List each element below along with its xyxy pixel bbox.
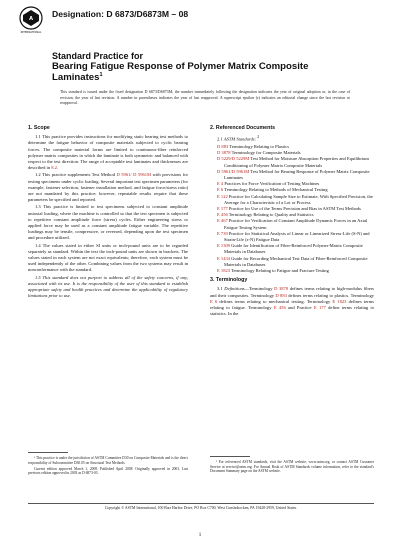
reference-link[interactable]: E 739	[217, 230, 228, 236]
reference-title: Practices for Force Verification of Testing Machines	[223, 181, 320, 187]
reference-link[interactable]: E 6	[217, 187, 224, 193]
reference-item	[217, 218, 374, 230]
footnote-1: ¹ This practice is under the jurisdiction of ASTM Committee D30 on Composite Materials and is the direct responsibility of Subcommittee D30.05 on Structural Test Methods.	[28, 456, 188, 465]
reference-item	[217, 231, 374, 243]
title-block	[52, 51, 382, 83]
term-text: defines terms relating to high-modulus fibers and their composites. Terminology	[210, 286, 375, 298]
footnote-1-edition: Current edition approved March 1, 2008. Published April 2008. Originally approved in 2003. Last previous edition approved in 2003 as D 6873-03.	[28, 466, 188, 476]
footnotes-right	[210, 456, 374, 475]
reference-title: Practice for Use of the Terms Precision and Bias in ASTM Test Methods	[227, 205, 361, 211]
term-text: defines terms relating to plastics. Terminology	[286, 292, 374, 298]
page-title	[52, 61, 382, 83]
scope-para-1-4: 1.4 The values stated in either SI units or inch-pound units are to be regarded separately as standard. Within the text the inch-pound units are shown in brackets. The values stated in each system are not exact equivalents; therefore, each system must be used independently of the other. Combining values from the two systems may result in nonconformance with the standard.	[28, 242, 188, 273]
reference-link[interactable]: D 883	[217, 143, 229, 149]
scope-para-1-3: 1.3 This practice is limited to test specimens subjected to constant amplitude uniaxial loading, where the machine is controlled so that the test specimen is subjected to repetitive constant amplitude force (stress) cycles. Either engineering stress or applied force may be used as a constant amplitude fatigue variable. The repetitive loadings may be tensile, compressive, or reversed, depending upon the test specimen and procedure utilized.	[28, 204, 188, 241]
subheading-number: 2.1	[217, 136, 224, 142]
term-text: define terms relating to statistics. In the	[210, 305, 374, 317]
scope-heading: 1. Scope	[28, 125, 50, 131]
reference-link[interactable]: E 1823	[217, 267, 231, 273]
scope-para-1-1	[28, 134, 188, 171]
reference-item	[217, 243, 374, 255]
reference-title: Test Method for Moisture Absorption Properties and Equilibrium Conditioning of Polymer Matrix Composite Materials	[224, 156, 369, 168]
d883-link[interactable]: D 883	[275, 292, 287, 298]
referenced-documents-heading: 2. Referenced Documents	[210, 125, 276, 131]
left-column	[28, 125, 188, 300]
reference-item	[217, 156, 374, 168]
reference-title: Practice for Verification of Constant Amplitude Dynamic Forces in an Axial Fatigue Testing System	[224, 218, 368, 230]
scope-text: 1.1 This practice provides instructions for modifying static bearing test methods to determine the fatigue behavior of composite materials subjected to cyclic bearing forces. The composite material forms are limited to continuous-fiber reinforced polymer matrix composites in which the laminate is both symmetric and balanced with respect to the test direction. The range of acceptable test laminates and thicknesses are described in	[28, 134, 188, 171]
term-text: and Practice	[285, 305, 314, 310]
reference-list	[210, 144, 374, 274]
reference-title: Terminology Relating to Fatigue and Fracture Testing	[230, 267, 329, 273]
reference-title: Terminology Relating to Quality and Statistics	[227, 212, 314, 218]
footnote-rule	[28, 452, 68, 453]
designation: Designation: D 6873/D6873M – 08	[52, 9, 189, 19]
reference-title: Guide for Identification of Fiber-Reinforced Polymer-Matrix Composite Materials in Databases	[224, 243, 363, 255]
scope-text: 1.2 This practice supplements Test Method	[35, 172, 117, 178]
section-8-2-link[interactable]: 8.2	[51, 165, 57, 171]
title-line-2: Laminates	[52, 72, 100, 83]
right-column	[210, 125, 374, 318]
reference-item	[217, 268, 374, 274]
reference-title: Practice for Statistical Analysis of Linear or Linearized Stress-Life (S-N) and Strain-Life (ε-N) Fatigue Data	[224, 230, 370, 242]
reference-link[interactable]: D 5961/D 5961M	[217, 168, 250, 174]
title-footnote-mark: 1	[99, 71, 103, 78]
reference-item	[217, 169, 374, 181]
subheading-label: ASTM Standards:	[223, 136, 257, 142]
standard-practice-label: Standard Practice for	[52, 51, 144, 61]
astm-standards-subheading	[210, 134, 374, 143]
reference-title: Guide for Recording Mechanical Test Data of Fiber-Reinforced Composite Materials in Databases	[224, 255, 368, 267]
e1823-link[interactable]: E 1823	[332, 298, 347, 304]
e177-link[interactable]: E 177	[313, 305, 326, 310]
logo-caption: INTERNATIONAL	[20, 31, 42, 34]
reference-link[interactable]: D 3878	[217, 150, 231, 156]
scope-para-1-5: 1.5 This standard does not purport to address all of the safety concerns, if any, associated with its use. It is the responsibility of the user of this standard to establish appropriate safety and health practices and determine the applicability of regulatory limitations prior to use.	[28, 274, 188, 299]
term-text: 3.1	[217, 286, 225, 292]
footnote-2: ² For referenced ASTM standards, visit the ASTM website, www.astm.org, or contact ASTM Customer Service at service@astm.org. For Annual Book of ASTM Standards volume information, refer to the standard's Document Summary page on the ASTM website.	[210, 460, 374, 474]
reference-link[interactable]: E 1309	[217, 243, 231, 249]
reference-link[interactable]: E 456	[217, 212, 228, 218]
terminology-para-3-1	[210, 286, 374, 317]
footnotes-left	[28, 452, 188, 477]
reference-title: Test Method for Bearing Response of Polymer Matrix Composite Laminates	[224, 168, 370, 180]
reference-title: Terminology for Composite Materials	[230, 150, 301, 156]
d5961-link[interactable]: D 5961/ D 5961M	[116, 172, 152, 178]
e456-link[interactable]: E 456	[273, 305, 286, 310]
footnote-rule	[210, 456, 250, 457]
term-text: defines terms relating to mechanical testing. Terminology	[217, 298, 333, 304]
scope-text: with provisions for testing specimens under cyclic loading. Several important test specimen parameters (for example, fastener selection, fastener installation method, and fatigue force/stress ratio) are not mandated by this practice; however, repeatable results require that these parameters be specified and reported.	[28, 172, 188, 203]
reference-item	[217, 256, 374, 268]
issuance-notice: This standard is issued under the fixed designation D 6873/D6873M; the number immediately following the designation indicates the year of original adoption or, in the case of revision, the year of last revision. A number in parentheses indicates the year of last reapproval. A superscript epsilon (ε) indicates an editorial change since the last revision or reapproval.	[60, 89, 350, 106]
astm-logo-icon	[18, 6, 44, 34]
reference-item	[217, 194, 374, 206]
reference-title: Practice for Calculating Sample Size to Estimate, With Specified Precision, the Average for a Characteristic of a Lot or Process	[224, 193, 373, 205]
copyright-notice: Copyright © ASTM International, 100 Barr Harbor Drive, PO Box C700, West Conshohocken, PA 19428-2959, United States.	[104, 506, 298, 510]
e6-link[interactable]: E 6	[210, 298, 218, 304]
term-text: defines terms relating to fatigue. Terminology	[210, 298, 374, 310]
reference-title: Terminology Relating to Plastics	[228, 143, 289, 149]
svg-text:A: A	[29, 16, 33, 22]
reference-title: Terminology Relating to Methods of Mechanical Testing	[223, 187, 328, 193]
reference-link[interactable]: E 177	[217, 205, 228, 211]
term-definitions-label: Definitions	[224, 286, 245, 292]
page-number: 1	[198, 532, 202, 538]
reference-link[interactable]: E 122	[217, 193, 228, 199]
reference-link[interactable]: E 4	[217, 181, 224, 187]
reference-link[interactable]: D 5229/D 5229M	[217, 156, 250, 162]
scope-para-1-2	[28, 172, 188, 203]
d3878-link[interactable]: D 3878	[274, 286, 289, 292]
title-line-1: Bearing Fatigue Response of Polymer Matrix Composite	[52, 61, 309, 72]
footnote-mark-2: 2	[256, 135, 259, 140]
bottom-divider	[28, 503, 374, 504]
term-text: —Terminology	[244, 286, 275, 292]
terminology-heading: 3. Terminology	[210, 277, 248, 284]
reference-link[interactable]: E 1434	[217, 255, 231, 261]
scope-text-end: .	[56, 165, 59, 171]
reference-link[interactable]: E 467	[217, 218, 228, 224]
